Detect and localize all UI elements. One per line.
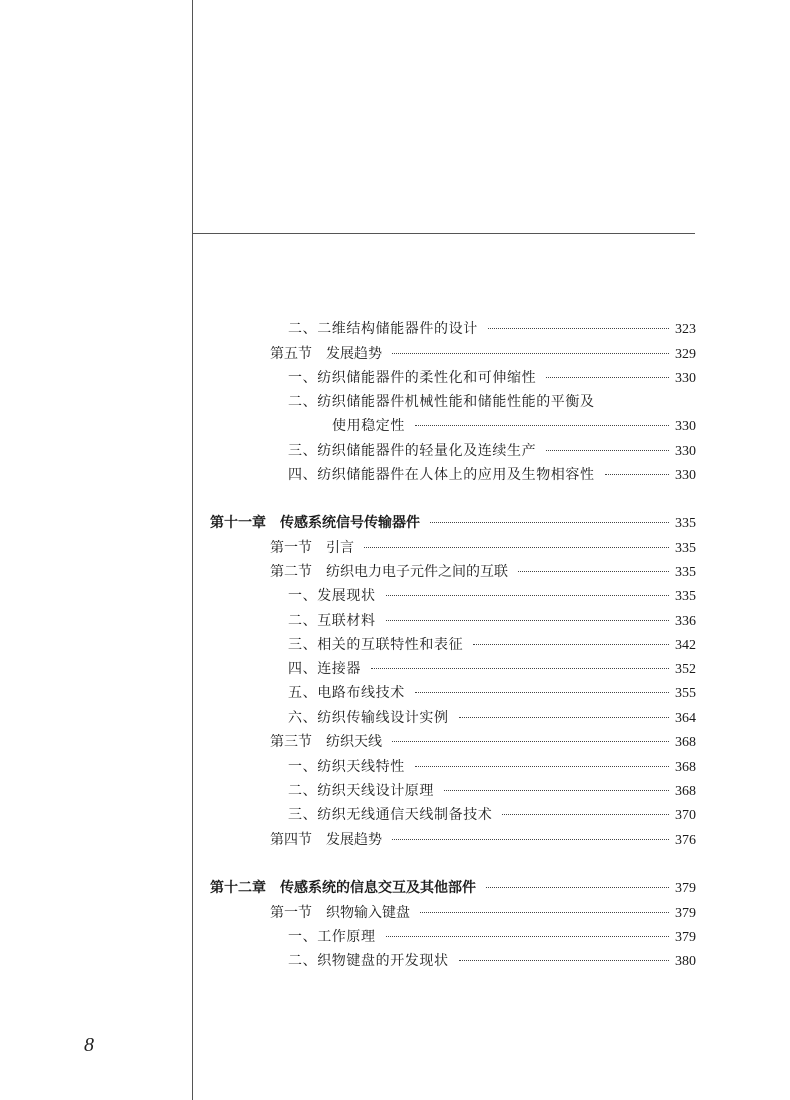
- toc-leader-dots: [392, 741, 669, 742]
- toc-leader-dots: [546, 450, 669, 451]
- toc-entry-page: 355: [675, 686, 696, 701]
- toc-chapter: [210, 877, 696, 899]
- toc-leader-dots: [488, 328, 669, 329]
- toc-entry: [270, 561, 696, 583]
- toc-entry-title: 二、织物键盘的开发现状: [288, 953, 449, 969]
- toc-entry-title: 四、连接器: [288, 661, 361, 677]
- toc-entry-title: 使用稳定性: [332, 418, 405, 434]
- toc-entry-page: 368: [675, 735, 696, 750]
- toc-entry-number: 第一节: [270, 540, 312, 556]
- toc-entry: [270, 537, 696, 559]
- toc-entry: [288, 658, 696, 680]
- toc-entry-page: 336: [675, 614, 696, 629]
- toc-entry: [288, 585, 696, 607]
- toc-entry: [288, 464, 696, 486]
- toc-leader-dots: [386, 595, 669, 596]
- toc-entry: [288, 318, 696, 340]
- toc-entry-page: 379: [675, 881, 696, 896]
- toc-entry-number: 第十一章: [210, 515, 266, 531]
- toc-entry-number: 第二节: [270, 564, 312, 580]
- toc-leader-dots: [415, 766, 669, 767]
- toc-entry: [288, 950, 696, 972]
- toc-entry-title: 发展趋势: [326, 346, 382, 362]
- toc-entry-title: 引言: [326, 540, 354, 556]
- toc-entry-title: 传感系统的信息交互及其他部件: [280, 880, 476, 896]
- toc-entry-title: 发展趋势: [326, 832, 382, 848]
- toc-entry-page: 335: [675, 565, 696, 580]
- toc-entry-page: 352: [675, 662, 696, 677]
- toc-leader-dots: [392, 839, 669, 840]
- toc-leader-dots: [430, 522, 669, 523]
- toc-entry-title: 二、二维结构储能器件的设计: [288, 321, 478, 337]
- toc-leader-dots: [459, 717, 669, 718]
- toc-leader-dots: [371, 668, 669, 669]
- toc-entry: [288, 804, 696, 826]
- toc-leader-dots: [546, 377, 669, 378]
- toc-entry-title: 一、纺织储能器件的柔性化和可伸缩性: [288, 370, 537, 386]
- toc-entry-page: 335: [675, 541, 696, 556]
- toc-entry-title: 三、纺织储能器件的轻量化及连续生产: [288, 443, 537, 459]
- toc-entry: [270, 902, 696, 924]
- toc-entry-title: 三、相关的互联特性和表征: [288, 637, 464, 653]
- toc-entry-title: 二、纺织储能器件机械性能和储能性能的平衡及: [288, 394, 595, 410]
- toc-entry-title: 一、纺织天线特性: [288, 759, 405, 775]
- toc-entry-page: 330: [675, 444, 696, 459]
- toc-entry-title: 纺织天线: [326, 734, 382, 750]
- toc-entry: [288, 634, 696, 656]
- toc-leader-dots: [605, 474, 669, 475]
- toc-entry-title: 二、纺织天线设计原理: [288, 783, 434, 799]
- toc-entry-page: 330: [675, 371, 696, 386]
- toc-entry-number: 第四节: [270, 832, 312, 848]
- toc-entry-page: 342: [675, 638, 696, 653]
- toc-entry-number: 第一节: [270, 905, 312, 921]
- toc-entry-page: 368: [675, 760, 696, 775]
- toc-leader-dots: [386, 620, 669, 621]
- toc-leader-dots: [444, 790, 669, 791]
- toc-entry: [288, 707, 696, 729]
- toc-entry: [288, 391, 696, 413]
- page-number: 8: [84, 1034, 94, 1056]
- toc-entry-title: 三、纺织无线通信天线制备技术: [288, 807, 493, 823]
- toc-leader-dots: [415, 425, 669, 426]
- toc-entry-page: 323: [675, 322, 696, 337]
- toc-entry-title: 传感系统信号传输器件: [280, 515, 420, 531]
- toc-entry-title: 四、纺织储能器件在人体上的应用及生物相容性: [288, 467, 595, 483]
- toc-leader-dots: [392, 353, 669, 354]
- toc-leader-dots: [459, 960, 669, 961]
- toc-entry-page: 379: [675, 906, 696, 921]
- toc-entry: [288, 415, 696, 437]
- toc-entry-page: 364: [675, 711, 696, 726]
- toc-entry-page: 370: [675, 808, 696, 823]
- toc-entry: [270, 829, 696, 851]
- toc-entry-title: 纺织电力电子元件之间的互联: [326, 564, 508, 580]
- toc-entry-number: 第三节: [270, 734, 312, 750]
- toc-entry-title: 五、电路布线技术: [288, 685, 405, 701]
- toc-leader-dots: [473, 644, 669, 645]
- toc-leader-dots: [420, 912, 669, 913]
- toc-entry-page: 329: [675, 347, 696, 362]
- toc-entry-page: 330: [675, 419, 696, 434]
- toc-entry: [270, 731, 696, 753]
- toc-entry-title: 二、互联材料: [288, 613, 376, 629]
- toc-entry: [288, 367, 696, 389]
- toc-entry: [288, 440, 696, 462]
- toc-entry-page: 376: [675, 833, 696, 848]
- toc-entry: [288, 926, 696, 948]
- toc-entry: [288, 682, 696, 704]
- toc-entry-title: 一、工作原理: [288, 929, 376, 945]
- toc-leader-dots: [486, 887, 669, 888]
- toc-entry-title: 织物输入键盘: [326, 905, 410, 921]
- toc-leader-dots: [364, 547, 669, 548]
- toc-entry: [288, 610, 696, 632]
- toc-entry-page: 380: [675, 954, 696, 969]
- toc-leader-dots: [518, 571, 669, 572]
- toc-entry-page: 379: [675, 930, 696, 945]
- toc-entry: [288, 756, 696, 778]
- toc-chapter: [210, 512, 696, 534]
- toc-entry: [270, 343, 696, 365]
- toc-leader-dots: [502, 814, 669, 815]
- toc-entry-page: 335: [675, 516, 696, 531]
- toc-entry-number: 第十二章: [210, 880, 266, 896]
- toc-leader-dots: [386, 936, 669, 937]
- toc-entry-title: 一、发展现状: [288, 588, 376, 604]
- toc-entry-title: 六、纺织传输线设计实例: [288, 710, 449, 726]
- toc-entry-page: 368: [675, 784, 696, 799]
- toc-leader-dots: [415, 692, 669, 693]
- toc-entry-page: 330: [675, 468, 696, 483]
- toc-entry-number: 第五节: [270, 346, 312, 362]
- toc-entry: [288, 780, 696, 802]
- toc-entry-page: 335: [675, 589, 696, 604]
